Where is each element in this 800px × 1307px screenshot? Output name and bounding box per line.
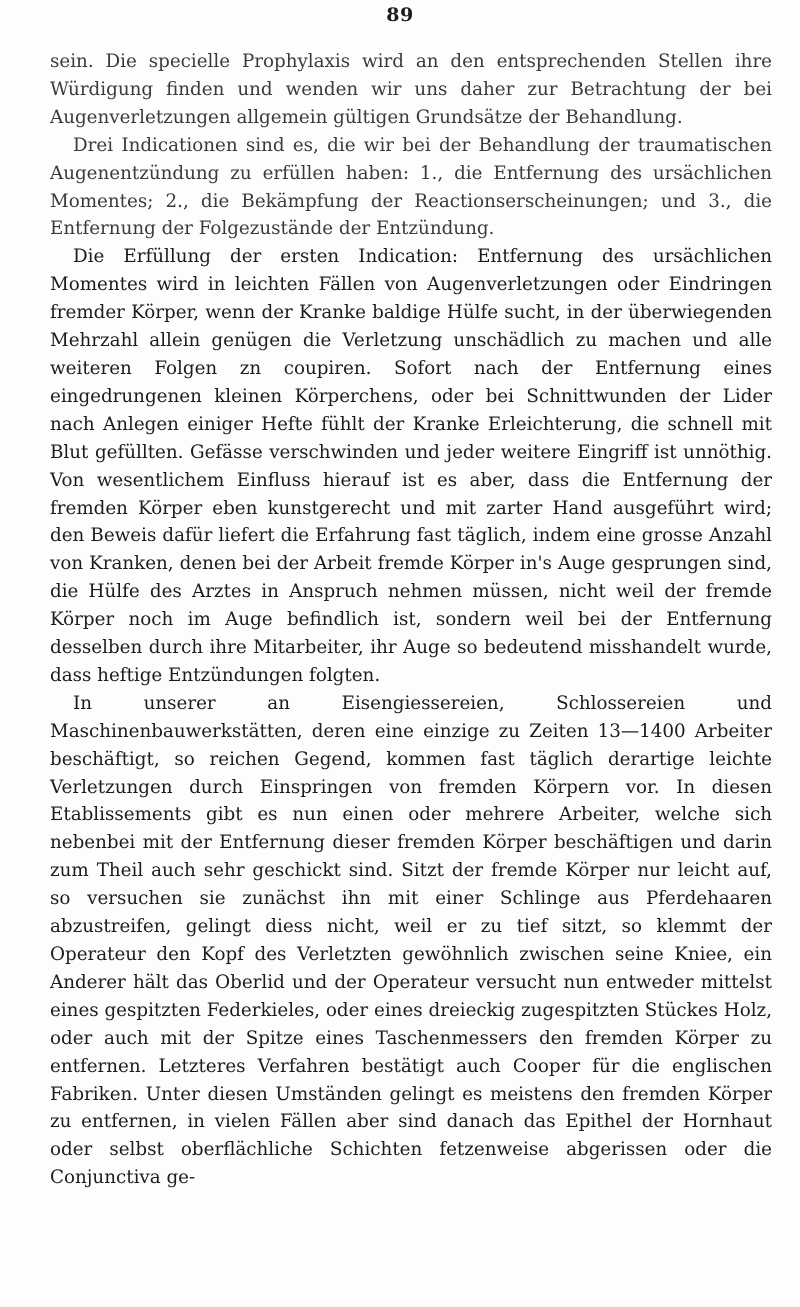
page-number: 89 xyxy=(386,4,414,26)
paragraph-1: sein. Die specielle Prophylaxis wird an den entsprechenden Stellen ihre Würdigung finden und wenden wir uns daher zur Betrachtung der bei Augenverletzungen allgemein gültigen Grundsätze der Behandlung. xyxy=(50,51,772,128)
paragraph-4: In unserer an Eisengiessereien, Schlossereien und Maschinenbauwerkstätten, deren eine einzige zu Zeiten 13—1400 Arbeiter beschäftigt, so reichen Gegend, kommen fast täglich derartige leichte Verletzungen durch Einspringen von fremden Körpern vor. In diesen Etablissements gibt es nun einen oder mehrere Arbeiter, welche sich nebenbei mit der Entfernung dieser fremden Körper beschäftigen und darin zum Theil auch sehr geschickt sind. Sitzt der fremde Körper nur leicht auf, so versuchen sie zunächst ihn mit einer Schlinge aus Pferdehaaren abzustreifen, gelingt diess nicht, weil er zu tief sitzt, so klemmt der Operateur den Kopf des Verletzten gewöhnlich zwischen seine Kniee, ein Anderer hält das Oberlid und der Operateur versucht nun entweder mittelst eines gespitzten Federkieles, oder eines dreieckig zugespitzten Stückes Holz, oder auch mit der Spitze eines Taschenmessers den fremden Körper zu entfernen. Letzteres Verfahren bestätigt auch Cooper für die englischen Fabriken. Unter diesen Umständen gelingt es meistens den fremden Körper zu entfernen, in vielen Fällen aber sind danach das Epithel der Hornhaut oder selbst oberflächliche Schichten fetzenweise abgerissen oder die Conjunctiva ge- xyxy=(50,692,772,1189)
body-text xyxy=(50,48,772,1192)
paragraph-3: Die Erfüllung der ersten Indication: Entfernung des ursächlichen Momentes wird in leichten Fällen von Augenverletzungen oder Eindringen fremder Körper, wenn der Kranke baldige Hülfe sucht, in der überwiegenden Mehrzahl allein genügen die Verletzung unschädlich zu machen und alle weiteren Folgen zn coupiren. Sofort nach der Entfernung eines eingedrungenen kleinen Körperchens, oder bei Schnittwunden der Lider nach Anlegen einiger Hefte fühlt der Kranke Erleichterung, die schnell mit Blut gefüllten. Gefässe verschwinden und jeder weitere Eingriff ist unnöthig. Von wesentlichem Einfluss hierauf ist es aber, dass die Entfernung der fremden Körper eben kunstgerecht und mit zarter Hand ausgeführt wird; den Beweis dafür liefert die Erfahrung fast täglich, indem eine grosse Anzahl von Kranken, denen bei der Arbeit fremde Körper in's Auge gesprungen sind, die Hülfe des Arztes in Anspruch nehmen müssen, nicht weil der fremde Körper noch im Auge befindlich ist, sondern weil bei der Entfernung desselben durch ihre Mitarbeiter, ihr Auge so bedeutend misshandelt wurde, dass heftige Entzündungen folgten. xyxy=(50,246,772,686)
paragraph-2: Drei Indicationen sind es, die wir bei der Behandlung der traumatischen Augenentzündung zu erfüllen haben: 1., die Entfernung des ursächlichen Momentes; 2., die Bekämpfung der Reactionserscheinungen; und 3., die Entfernung der Folgezustände der Entzündung. xyxy=(50,134,772,240)
